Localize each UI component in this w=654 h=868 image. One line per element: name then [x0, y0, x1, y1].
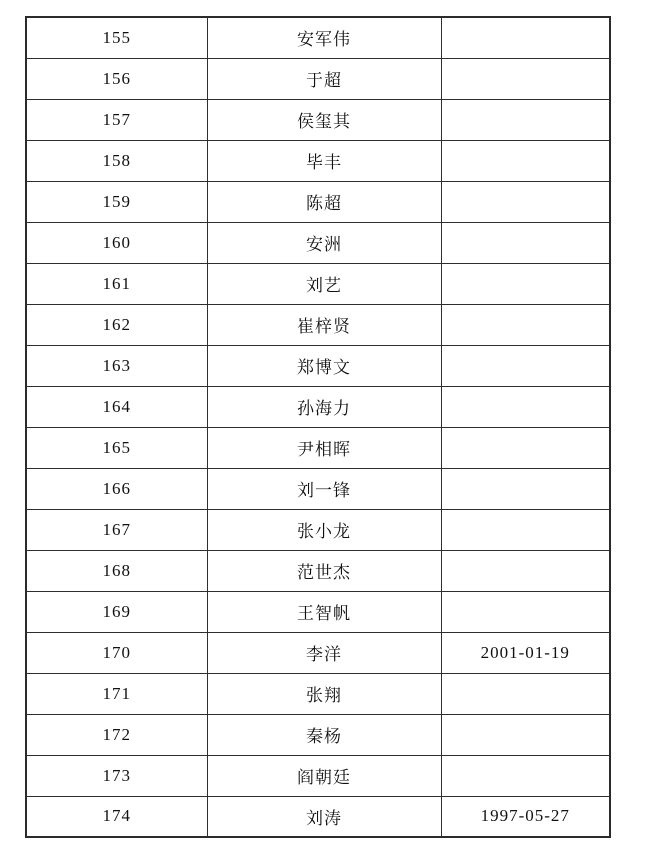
row-number-cell: 155 — [26, 17, 207, 58]
row-number-cell: 160 — [26, 222, 207, 263]
date-cell — [441, 427, 610, 468]
name-cell: 张翔 — [207, 673, 441, 714]
name-cell: 孙海力 — [207, 386, 441, 427]
name-cell: 刘艺 — [207, 263, 441, 304]
row-number-cell: 163 — [26, 345, 207, 386]
date-cell — [441, 673, 610, 714]
table-row — [26, 222, 610, 263]
table-row — [26, 509, 610, 550]
table-row — [26, 673, 610, 714]
row-number-cell: 159 — [26, 181, 207, 222]
date-cell — [441, 181, 610, 222]
name-cell: 张小龙 — [207, 509, 441, 550]
table-row — [26, 632, 610, 673]
roster-table-body — [26, 17, 610, 837]
table-row — [26, 99, 610, 140]
date-cell — [441, 386, 610, 427]
table-row — [26, 181, 610, 222]
table-row — [26, 591, 610, 632]
table-row — [26, 17, 610, 58]
row-number-cell: 171 — [26, 673, 207, 714]
table-row — [26, 714, 610, 755]
row-number-cell: 172 — [26, 714, 207, 755]
date-cell — [441, 99, 610, 140]
date-cell — [441, 468, 610, 509]
date-cell — [441, 509, 610, 550]
date-cell — [441, 58, 610, 99]
name-cell: 范世杰 — [207, 550, 441, 591]
table-row — [26, 796, 610, 837]
roster-table — [25, 16, 611, 838]
name-cell: 侯玺其 — [207, 99, 441, 140]
table-row — [26, 304, 610, 345]
name-cell: 刘涛 — [207, 796, 441, 837]
name-cell: 崔梓贤 — [207, 304, 441, 345]
name-cell: 尹相晖 — [207, 427, 441, 468]
row-number-cell: 161 — [26, 263, 207, 304]
row-number-cell: 157 — [26, 99, 207, 140]
name-cell: 王智帆 — [207, 591, 441, 632]
row-number-cell: 168 — [26, 550, 207, 591]
row-number-cell: 169 — [26, 591, 207, 632]
table-row — [26, 468, 610, 509]
date-cell — [441, 140, 610, 181]
row-number-cell: 165 — [26, 427, 207, 468]
table-row — [26, 427, 610, 468]
date-cell — [441, 263, 610, 304]
name-cell: 刘一锋 — [207, 468, 441, 509]
date-cell — [441, 345, 610, 386]
name-cell: 陈超 — [207, 181, 441, 222]
date-cell: 2001-01-19 — [441, 632, 610, 673]
row-number-cell: 170 — [26, 632, 207, 673]
row-number-cell: 158 — [26, 140, 207, 181]
date-cell — [441, 755, 610, 796]
row-number-cell: 174 — [26, 796, 207, 837]
date-cell — [441, 591, 610, 632]
name-cell: 李洋 — [207, 632, 441, 673]
date-cell — [441, 550, 610, 591]
date-cell — [441, 304, 610, 345]
row-number-cell: 156 — [26, 58, 207, 99]
table-row — [26, 550, 610, 591]
name-cell: 毕丰 — [207, 140, 441, 181]
row-number-cell: 166 — [26, 468, 207, 509]
date-cell — [441, 17, 610, 58]
table-row — [26, 263, 610, 304]
date-cell: 1997-05-27 — [441, 796, 610, 837]
name-cell: 秦杨 — [207, 714, 441, 755]
name-cell: 郑博文 — [207, 345, 441, 386]
date-cell — [441, 222, 610, 263]
table-row — [26, 755, 610, 796]
date-cell — [441, 714, 610, 755]
name-cell: 安军伟 — [207, 17, 441, 58]
name-cell: 于超 — [207, 58, 441, 99]
table-row — [26, 58, 610, 99]
table-row — [26, 345, 610, 386]
name-cell: 安洲 — [207, 222, 441, 263]
row-number-cell: 164 — [26, 386, 207, 427]
row-number-cell: 162 — [26, 304, 207, 345]
name-cell: 阎朝廷 — [207, 755, 441, 796]
row-number-cell: 173 — [26, 755, 207, 796]
row-number-cell: 167 — [26, 509, 207, 550]
table-row — [26, 386, 610, 427]
table-row — [26, 140, 610, 181]
